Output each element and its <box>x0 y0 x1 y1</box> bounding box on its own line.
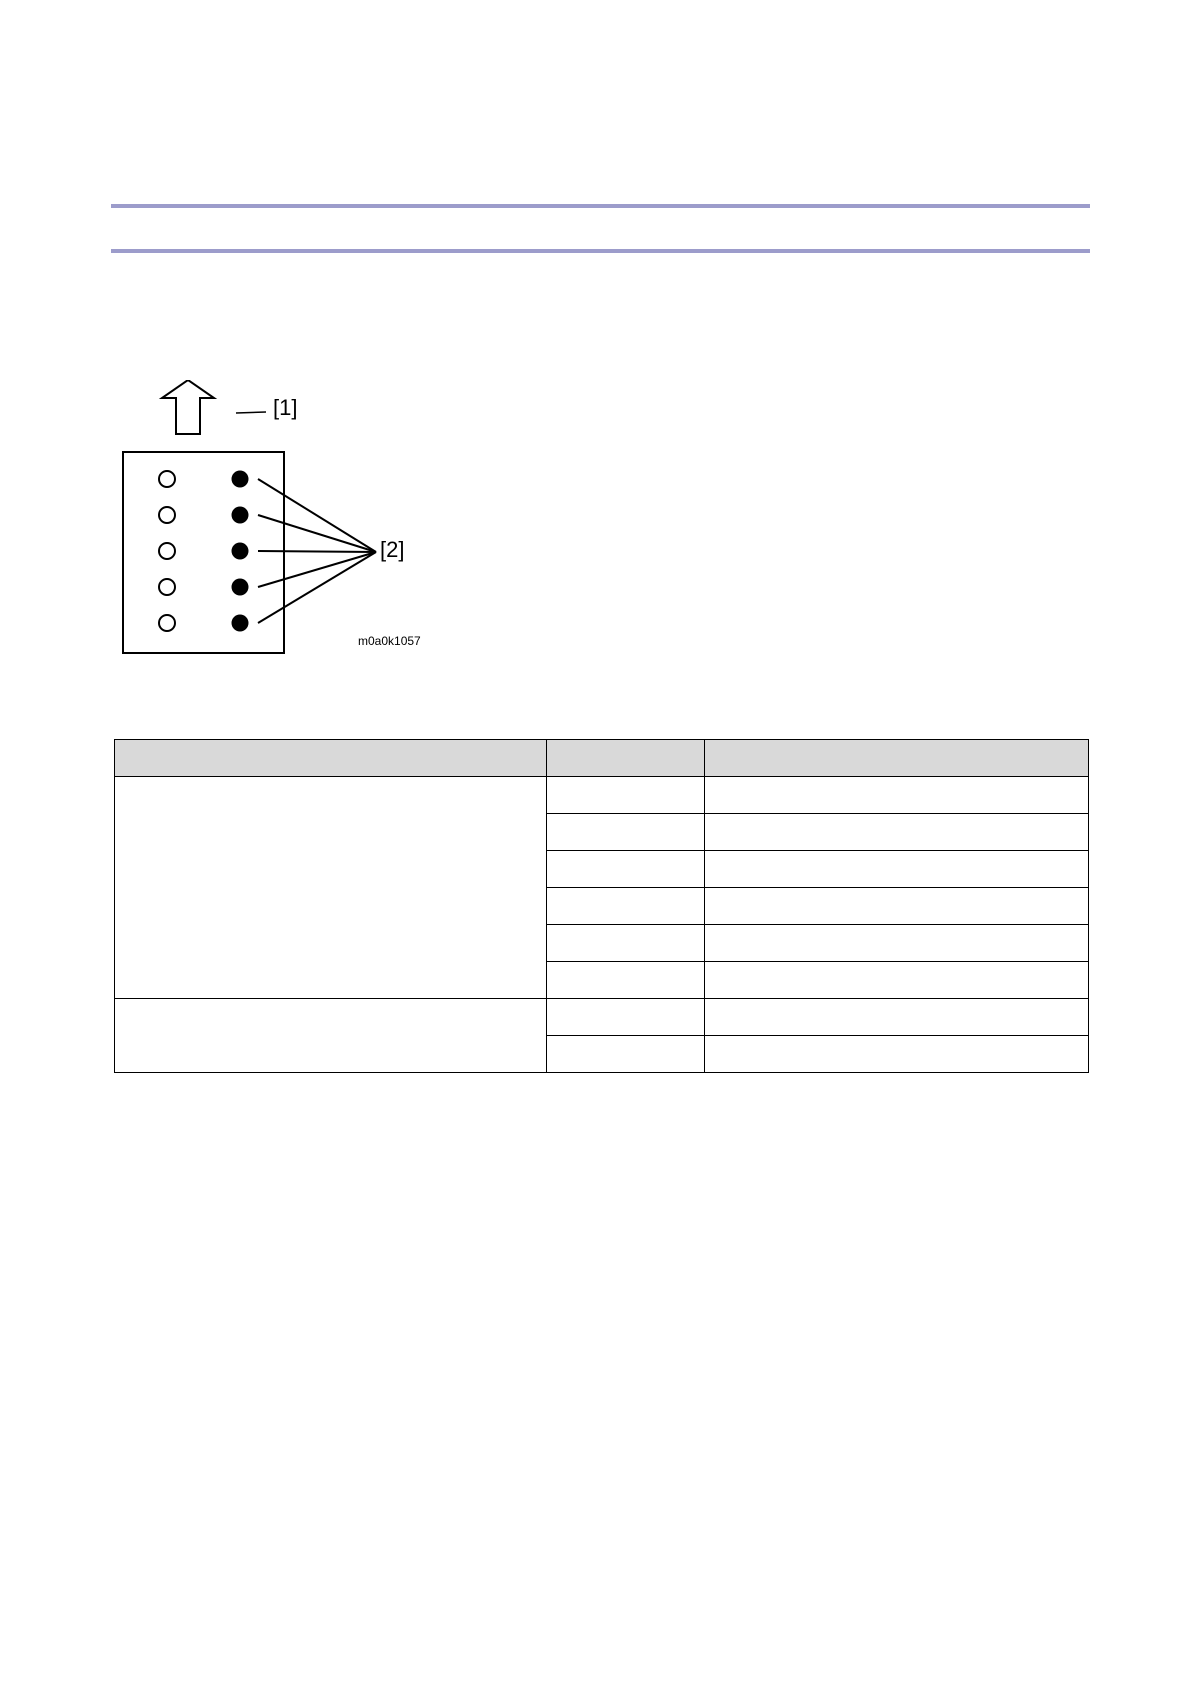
spec-table <box>114 739 1089 1073</box>
table-cell <box>705 962 1089 999</box>
table-cell <box>705 925 1089 962</box>
callout-line-2 <box>258 551 376 552</box>
unpunched-hole <box>159 471 175 487</box>
punch-hole-figure <box>110 380 440 660</box>
punched-hole <box>232 507 249 524</box>
table-cell <box>547 814 705 851</box>
punched-hole <box>232 579 249 596</box>
callout-line-2 <box>258 515 376 552</box>
callout-line-2 <box>258 479 376 552</box>
figure-illustration <box>110 380 440 660</box>
table-group-cell <box>115 999 547 1073</box>
table-group-cell <box>115 777 547 999</box>
punched-hole <box>232 615 249 632</box>
table-cell <box>547 962 705 999</box>
table-cell <box>705 888 1089 925</box>
table-cell <box>547 925 705 962</box>
callout-label-1: [1] <box>273 395 298 420</box>
unpunched-hole <box>159 579 175 595</box>
table-cell <box>547 1036 705 1073</box>
unpunched-hole <box>159 615 175 631</box>
feed-direction-arrow-icon <box>162 380 214 434</box>
table-header-row <box>115 740 1089 777</box>
callout-line-2 <box>258 552 376 587</box>
table-cell <box>547 851 705 888</box>
table-header-cell <box>547 740 705 777</box>
table-row <box>115 777 1089 814</box>
table-cell <box>547 777 705 814</box>
callout-line-2 <box>258 552 376 623</box>
table-cell <box>705 851 1089 888</box>
unpunched-hole <box>159 507 175 523</box>
unpunched-hole <box>159 543 175 559</box>
table-header-cell <box>705 740 1089 777</box>
callout-lines-2 <box>258 479 376 623</box>
table-cell <box>547 999 705 1036</box>
punched-hole <box>232 471 249 488</box>
header-rule-bottom <box>111 249 1090 253</box>
callout-line-1 <box>236 412 266 413</box>
header-rule-top <box>111 204 1090 208</box>
figure-code: m0a0k1057 <box>358 634 421 648</box>
table-row <box>115 999 1089 1036</box>
punched-hole <box>232 543 249 560</box>
table-cell <box>547 888 705 925</box>
table-cell <box>705 777 1089 814</box>
table-cell <box>705 999 1089 1036</box>
table-header-cell <box>115 740 547 777</box>
callout-label-2: [2] <box>380 537 405 562</box>
table-cell <box>705 1036 1089 1073</box>
table-cell <box>705 814 1089 851</box>
hole-group <box>159 471 249 632</box>
